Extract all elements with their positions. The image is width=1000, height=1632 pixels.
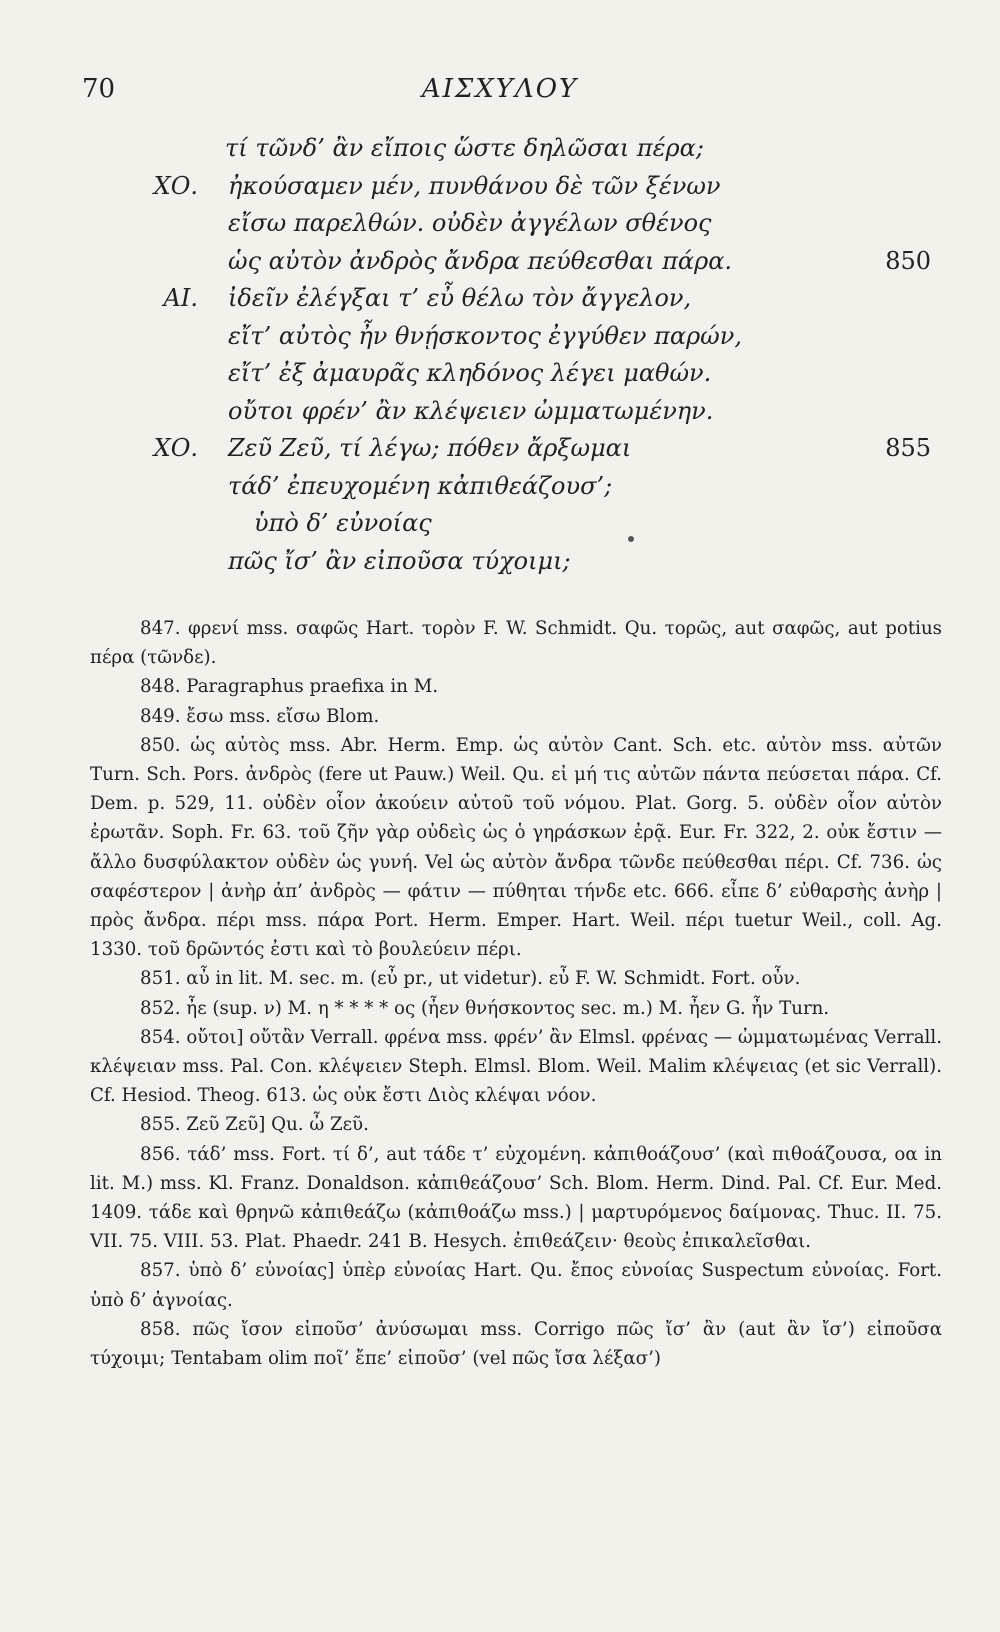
note-text: ἔσω mss. εἴσω Blom.	[186, 705, 380, 727]
note-text: Ζεῦ Ζεῦ] Qu. ὦ Ζεῦ.	[186, 1114, 369, 1136]
note-line-ref: 857.	[140, 1260, 181, 1282]
apparatus-note	[90, 672, 942, 701]
note-line-ref: 855.	[140, 1114, 181, 1136]
note-text: ἦε (sup. ν) M. η * * * * ος (ἦεν θνήσκοντος sec. m.) M. ἦεν G. ἦν Turn.	[186, 997, 830, 1019]
apparatus-note	[90, 1256, 942, 1314]
verse-block	[0, 130, 1000, 580]
verse-line	[0, 505, 1000, 543]
verse-line	[0, 318, 1000, 356]
verse-line	[0, 543, 1000, 581]
note-text: ὑπὸ δ’ εὐνοίας] ὑπὲρ εὐνοίας Hart. Qu. ἔπος εὐνοίας Suspectum εὐνοίας. Fort. ὑπὸ δ’ ἀγνοίας.	[90, 1260, 942, 1311]
note-line-ref: 849.	[140, 705, 181, 727]
note-line-ref: 847.	[140, 618, 181, 639]
note-text: ὡς αὐτὸς mss. Abr. Herm. Emp. ὡς αὐτὸν Cant. Sch. etc. αὐτὸν mss. αὐτῶν Turn. Sch. Pors. ἀνδρὸς (fere ut Pauw.) Weil. Qu. εἰ μή τις αὐτῶν πάντα πεύσεται πάρα. Cf. Dem. p. 529, 11. οὐδὲν οἷον ἀκούειν αὐτοῦ τοῦ νόμου. Plat. Gorg. 5. οὐδὲν οἷον αὐτὸν ἐρωτᾶν. Soph. Fr. 63. τοῦ ζῆν γὰρ οὐδεὶς ὡς ὁ γηράσκων ἐρᾷ. Eur. Fr. 322, 2. οὐκ ἔστιν — ἄλλο δυσφύλακτον οὐδὲν ὡς γυνή. Vel ὡς αὐτὸν ἄνδρα τῶνδε πεύθεσθαι πέρι. Cf. 736. ὡς σαφέστερον | ἀνὴρ ἀπ’ ἀνδρὸς — φάτιν — πύθηται τήνδε etc. 666. εἶπε δ’ εὐθαρσὴς ἀνὴρ | πρὸς ἄνδρα. πέρι mss. πάρα Port. Herm. Emper. Hart. Weil. πέρι tuetur Weil., coll. Ag. 1330. τοῦ δρῶντός ἐστι καὶ τὸ βουλεύειν πέρι.	[90, 734, 942, 961]
speaker-label: ΑΙ.	[163, 284, 198, 312]
verse-line	[0, 393, 1000, 431]
note-line-ref: 856.	[140, 1143, 181, 1165]
verse-line	[0, 355, 1000, 393]
note-text: πῶς ἴσον εἰποῦσ’ ἀνύσωμαι mss. Corrigo πῶς ἴσ’ ἂν (aut ἂν ἴσ’) εἰποῦσα τύχοιμι; Tentabam olim ποῖ’ ἔπε’ εἰποῦσ’ (vel πῶς ἴσα λέξασ’)	[90, 1318, 942, 1370]
apparatus-note	[90, 1023, 942, 1111]
speaker-label: ΧΟ.	[153, 434, 198, 462]
apparatus-note	[90, 1315, 942, 1373]
apparatus-note	[90, 964, 942, 993]
verse-line	[0, 168, 1000, 206]
verse-line	[0, 280, 1000, 318]
line-number: 855	[885, 434, 931, 462]
verse-text: τί τῶνδ’ ἂν εἴποις ὥστε δηλῶσαι πέρα;	[225, 134, 704, 162]
verse-line	[0, 468, 1000, 506]
verse-line	[0, 243, 1000, 281]
verse-text: ὑπὸ δ’ εὐνοίας	[254, 509, 432, 537]
speaker-label: ΧΟ.	[153, 171, 198, 200]
verse-line	[0, 430, 1000, 468]
page-number: 70	[82, 74, 116, 104]
note-line-ref: 848.	[140, 676, 181, 698]
apparatus-note	[90, 994, 942, 1023]
running-title: ΑΙΣΧΥΛΟΥ	[421, 74, 579, 104]
apparatus-note	[90, 731, 942, 965]
apparatus-note	[90, 614, 942, 672]
verse-text: εἴτ’ ἐξ ἀμαυρᾶς κληδόνος λέγει μαθών.	[228, 359, 712, 387]
note-text: τάδ’ mss. Fort. τί δ’, aut τάδε τ’ εὐχομένη. κἀπιθοάζουσ’ (καὶ πιθοάζουσα, οα in lit. M.) mss. Kl. Franz. Donaldson. κἀπιθεάζουσ’ Sch. Blom. Herm. Dind. Pal. Cf. Eur. Med. 1409. τάδε καὶ θρηνῶ κἀπιθεάζω (κἀπιθοάζω mss.) | μαρτυρόμενος δαίμονας. Thuc. II. 75. VII. 75. VIII. 53. Plat. Phaedr. 241 B. Hesych. ἐπιθεάζειν· θεοὺς ἐπικαλεῖσθαι.	[90, 1143, 942, 1253]
verse-line	[0, 205, 1000, 243]
apparatus-note	[90, 1110, 942, 1139]
note-line-ref: 854.	[140, 1026, 181, 1048]
critical-apparatus	[90, 614, 942, 1373]
apparatus-note	[90, 702, 942, 731]
note-line-ref: 852.	[140, 997, 181, 1019]
verse-text: εἴτ’ αὐτὸς ἦν θνῄσκοντος ἐγγύθεν παρών,	[228, 321, 742, 350]
verse-text: ἰδεῖν ἐλέγξαι τ’ εὖ θέλω τὸν ἄγγελον,	[228, 284, 692, 312]
verse-text: ἠκούσαμεν μέν, πυνθάνου δὲ τῶν ξένων	[228, 171, 721, 200]
note-text: οὔτοι] οὔτἂν Verrall. φρένα mss. φρέν’ ἂν Elmsl. φρένας — ὠμματωμένας Verrall. κλέψειαν mss. Pal. Con. κλέψειεν Steph. Elmsl. Blom. Weil. Malim κλέψειας (et sic Verrall). Cf. Hesiod. Theog. 613. ὡς οὐκ ἔστι Διὸς κλέψαι νόον.	[90, 1026, 942, 1107]
verse-line	[0, 130, 1000, 168]
note-line-ref: 851.	[140, 968, 181, 990]
note-line-ref: 858.	[140, 1318, 181, 1340]
note-text: Paragraphus praefixa in M.	[186, 676, 439, 698]
note-text: φρενί mss. σαφῶς Hart. τορὸν F. W. Schmidt. Qu. τορῶς, aut σαφῶς, aut potius πέρα (τῶνδε).	[90, 618, 942, 669]
verse-text: εἴσω παρελθών. οὐδὲν ἀγγέλων σθένος	[228, 209, 712, 237]
verse-text: ὡς αὐτὸν ἀνδρὸς ἄνδρα πεύθεσθαι πάρα.	[228, 246, 733, 275]
verse-text: πῶς ἴσ’ ἂν εἰποῦσα τύχοιμι;	[228, 546, 571, 575]
apparatus-note	[90, 1140, 942, 1257]
note-line-ref: 850.	[140, 734, 181, 756]
note-text: αὖ in lit. M. sec. m. (εὖ pr., ut videtur). εὖ F. W. Schmidt. Fort. οὖν.	[186, 968, 801, 990]
line-number: 850	[885, 246, 931, 275]
print-speck	[628, 536, 634, 542]
verse-text: τάδ’ ἐπευχομένη κἀπιθεάζουσ’;	[228, 471, 613, 500]
verse-text: Ζεῦ Ζεῦ, τί λέγω; πόθεν ἄρξωμαι	[228, 434, 632, 462]
verse-text: οὔτοι φρέν’ ἂν κλέψειεν ὠμματωμένην.	[228, 396, 714, 425]
